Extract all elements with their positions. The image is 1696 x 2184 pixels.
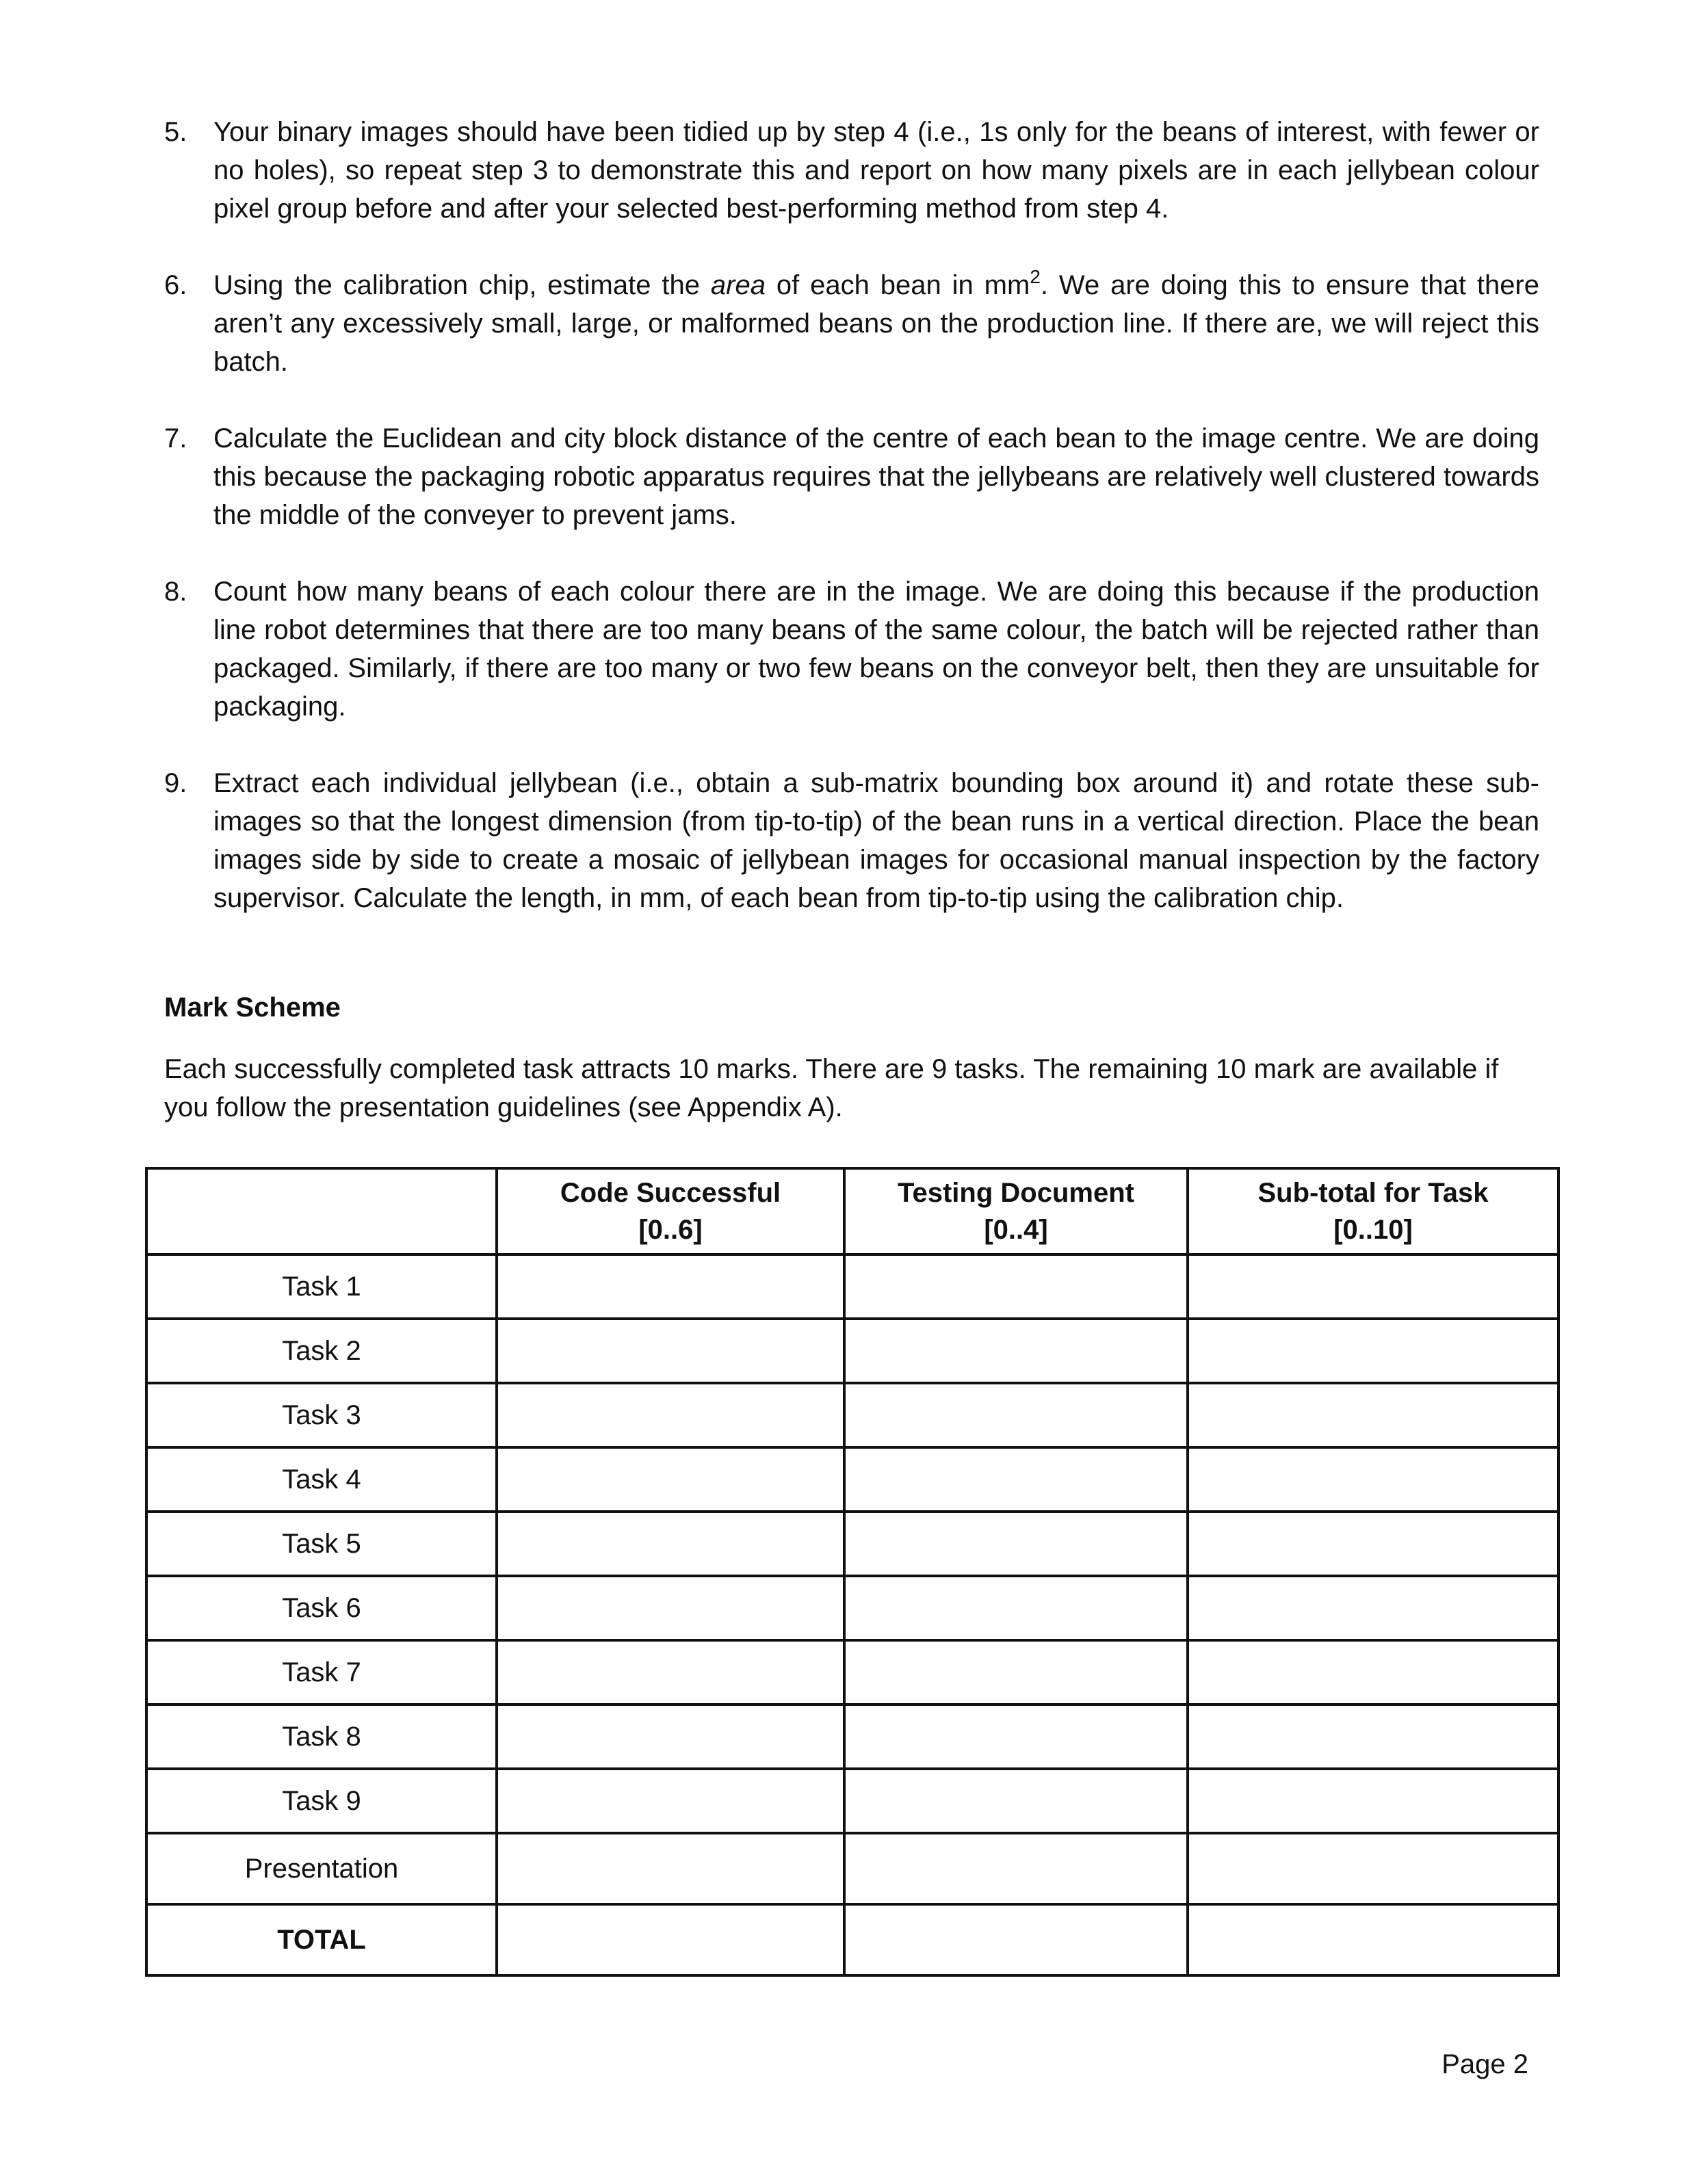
table-row	[146, 1769, 1558, 1833]
list-item	[164, 113, 1539, 228]
mark-scheme-heading: Mark Scheme	[164, 992, 341, 1023]
table-cell	[1188, 1640, 1558, 1705]
table-cell	[497, 1833, 844, 1904]
item-number: 6.	[164, 270, 187, 300]
table-cell	[844, 1769, 1188, 1833]
row-label: Task 9	[146, 1769, 497, 1833]
table-cell	[1188, 1576, 1558, 1640]
table-cell	[844, 1833, 1188, 1904]
table-cell	[844, 1576, 1188, 1640]
item-text-part: Using the calibration chip, estimate the	[213, 270, 711, 300]
table-cell	[1188, 1319, 1558, 1383]
table-cell	[497, 1904, 844, 1975]
row-label: Presentation	[146, 1833, 497, 1904]
table-row	[146, 1705, 1558, 1769]
table-cell	[497, 1640, 844, 1705]
table-cell	[844, 1705, 1188, 1769]
row-label: Task 7	[146, 1640, 497, 1705]
row-label: Task 2	[146, 1319, 497, 1383]
mark-scheme-intro: Each successfully completed task attracts 10 marks. There are 9 tasks. The remaining 10 mark are available if you follow the presentation guidelines (see Appendix A).	[164, 1054, 1499, 1122]
table-cell	[1188, 1447, 1558, 1512]
row-label: Task 8	[146, 1705, 497, 1769]
item-text-part: . We are doing this to ensure that there aren’t any excessively small, large, or malformed beans on the production line. If there are, we will reject this batch.	[213, 270, 1540, 377]
row-label: Task 4	[146, 1447, 497, 1512]
item-number: 7.	[164, 423, 187, 453]
column-header-testing	[844, 1168, 1188, 1254]
table-cell	[497, 1769, 844, 1833]
list-item	[164, 573, 1539, 726]
column-title: Code Successful	[560, 1178, 781, 1208]
list-item	[164, 266, 1539, 381]
table-cell	[844, 1512, 1188, 1576]
item-text: Extract each individual jellybean (i.e., obtain a sub-matrix bounding box around it) and rotate these sub-images so that the longest dimension (from tip-to-tip) of the bean runs in a vertical direction. Place the bean images side by side to create a mosaic of jellybean images for occasional manual inspection by the factory supervisor. Calculate the length, in mm, of each bean from tip-to-tip using the calibration chip.	[213, 768, 1539, 913]
table-row	[146, 1833, 1558, 1904]
table-header-row	[146, 1168, 1558, 1254]
mark-scheme-table	[145, 1167, 1560, 1977]
row-label: Task 5	[146, 1512, 497, 1576]
column-title: Testing Document	[898, 1178, 1134, 1208]
table-cell	[1188, 1254, 1558, 1319]
table-cell	[844, 1383, 1188, 1447]
page-number: Page 2	[1441, 2049, 1528, 2079]
table-cell	[497, 1319, 844, 1383]
item-text-part: of each bean in mm	[765, 270, 1030, 300]
row-label: Task 6	[146, 1576, 497, 1640]
table-cell	[497, 1576, 844, 1640]
column-range: [0..10]	[1333, 1215, 1413, 1245]
column-header-blank	[146, 1168, 497, 1254]
list-item	[164, 764, 1539, 917]
item-number: 9.	[164, 768, 187, 798]
list-item	[164, 419, 1539, 534]
table-cell	[497, 1383, 844, 1447]
column-range: [0..4]	[984, 1215, 1048, 1245]
task-list	[164, 113, 1539, 956]
table-total-row	[146, 1904, 1558, 1975]
table-row	[146, 1640, 1558, 1705]
table-row	[146, 1447, 1558, 1512]
table-row	[146, 1254, 1558, 1319]
table-cell	[1188, 1769, 1558, 1833]
item-number: 5.	[164, 117, 187, 147]
item-text: Your binary images should have been tidied up by step 4 (i.e., 1s only for the beans of interest, with fewer or no holes), so repeat step 3 to demonstrate this and report on how many pixels are in each jellybean colour pixel group before and after your selected best-performing method from step 4.	[213, 117, 1539, 224]
table-cell	[1188, 1705, 1558, 1769]
table-cell	[1188, 1512, 1558, 1576]
table-row	[146, 1319, 1558, 1383]
column-title: Sub-total for Task	[1257, 1178, 1489, 1208]
item-number: 8.	[164, 577, 187, 607]
total-label: TOTAL	[146, 1904, 497, 1975]
table-row	[146, 1383, 1558, 1447]
table-cell	[844, 1319, 1188, 1383]
table-cell	[1188, 1833, 1558, 1904]
item-text	[213, 266, 1539, 381]
column-header-code	[497, 1168, 844, 1254]
table-cell	[844, 1254, 1188, 1319]
table-cell	[844, 1447, 1188, 1512]
table-cell	[497, 1512, 844, 1576]
table-cell	[497, 1254, 844, 1319]
table-row	[146, 1576, 1558, 1640]
row-label: Task 3	[146, 1383, 497, 1447]
table-row	[146, 1512, 1558, 1576]
table-cell	[1188, 1383, 1558, 1447]
row-label: Task 1	[146, 1254, 497, 1319]
table-cell	[497, 1705, 844, 1769]
item-text: Calculate the Euclidean and city block distance of the centre of each bean to the image centre. We are doing this because the packaging robotic apparatus requires that the jellybeans are relatively well clustered towards the middle of the conveyer to prevent jams.	[213, 423, 1539, 530]
table-cell	[497, 1447, 844, 1512]
table-cell	[1188, 1904, 1558, 1975]
table-cell	[844, 1904, 1188, 1975]
area-emphasis: area	[710, 270, 766, 300]
superscript-2: 2	[1030, 265, 1041, 287]
column-header-subtotal	[1188, 1168, 1558, 1254]
column-range: [0..6]	[638, 1215, 703, 1245]
item-text: Count how many beans of each colour there are in the image. We are doing this because if the production line robot determines that there are too many beans of the same colour, the batch will be rejected rather than packaged. Similarly, if there are too many or two few beans on the conveyor belt, then they are unsuitable for packaging.	[213, 577, 1539, 722]
table-cell	[844, 1640, 1188, 1705]
